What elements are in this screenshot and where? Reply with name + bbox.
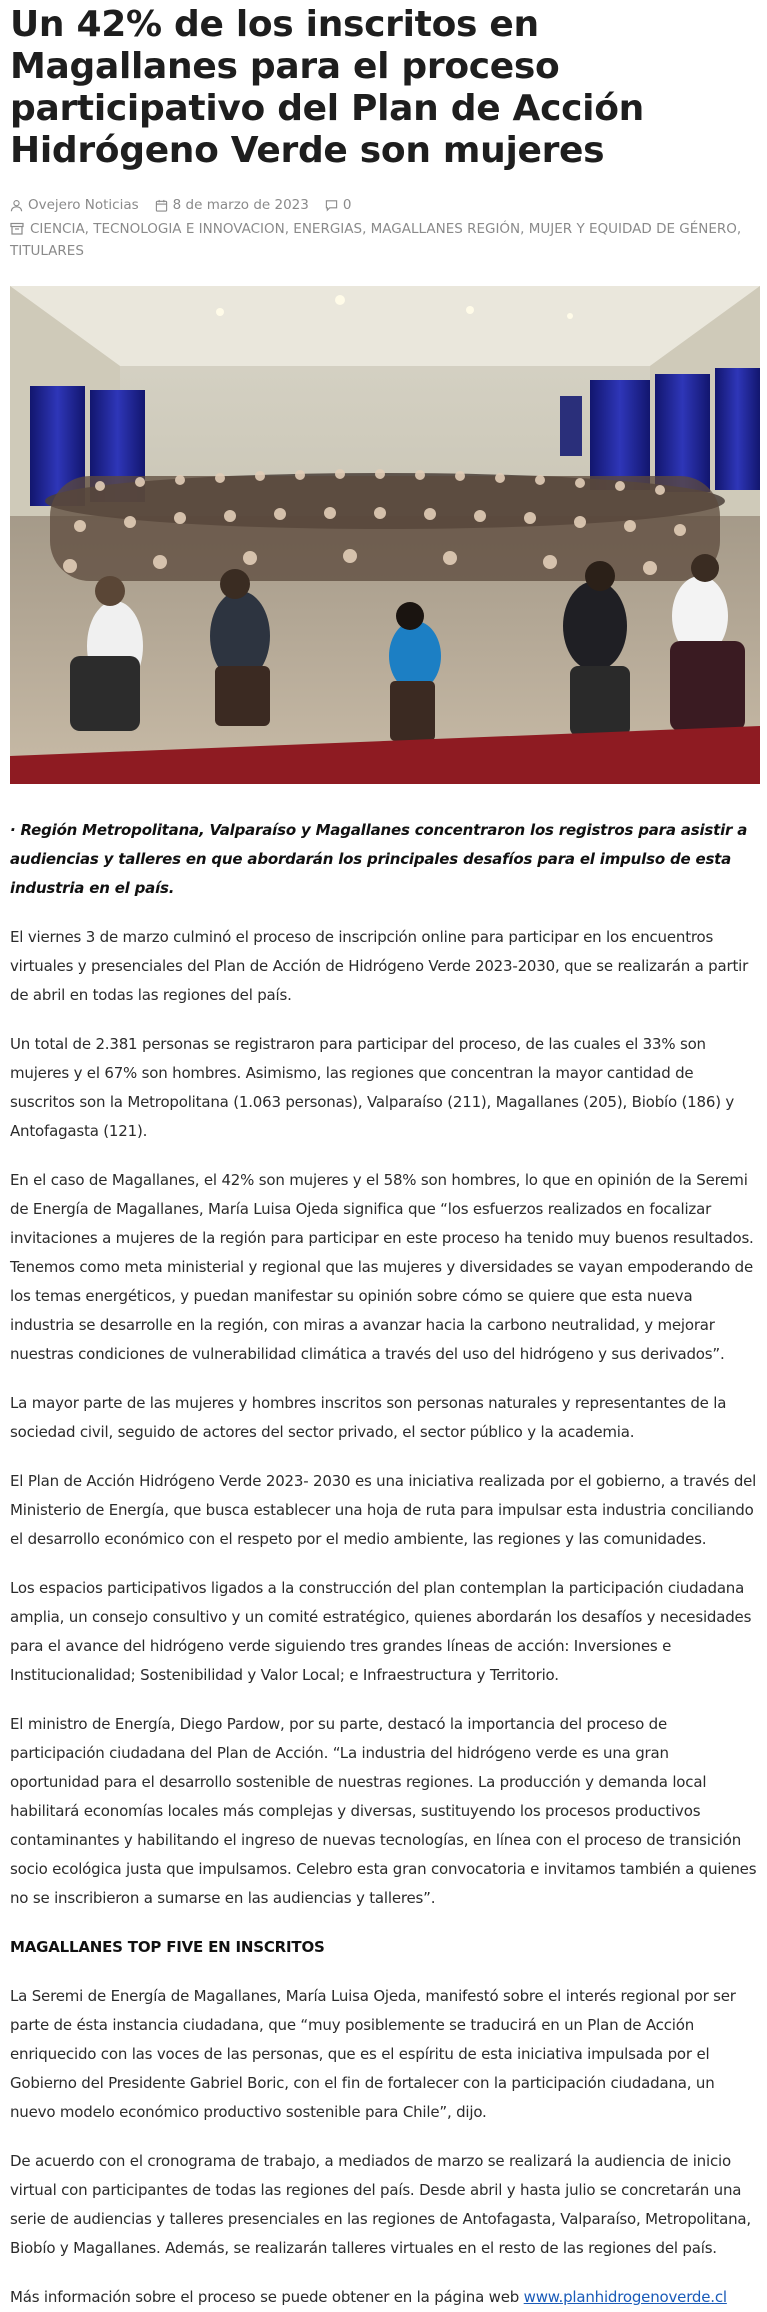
paragraph: El ministro de Energía, Diego Pardow, por su parte, destacó la importancia del proceso de participación ciudadana del Plan de Acción. “La industria del hidrógeno verde es una gran oportunidad para el desarrollo sostenible de nuestras regiones. La producción y demanda local habilitará economías locales más complejas y diversas, sustituyendo los procesos productivos contaminantes y habilitando el ingreso de nuevas tecnologías, en línea con el proceso de transición socio ecológica justa que impulsamos. Celebro esta gran convocatoria e invitamos también a quienes no se inscribieron a sumarse en las audiencias y talleres”. — [10, 1715, 757, 1907]
user-icon — [10, 199, 23, 212]
author-name[interactable]: Ovejero Noticias — [28, 197, 139, 213]
author-meta[interactable] — [10, 194, 139, 216]
categories — [10, 218, 757, 262]
comment-count[interactable]: 0 — [342, 197, 352, 213]
paragraph: En el caso de Magallanes, el 42% son mujeres y el 58% son hombres, lo que en opinión de la Seremi de Energía de Magallanes, María Luisa Ojeda significa que “los esfuerzos realizados en focalizar invitaciones a mujeres de la región para participar en este proceso ha tenido muy buenos resultados. Tenemos como meta ministerial y regional que las mujeres y diversidades se vayan empoderando de los temas energéticos, y puedan manifestar su opinión sobre cómo se quiere que esta nueva industria se desarrolle en la región, con miras a avanzar hacia la carbono neutralidad, y mejorar nuestras condiciones de vulnerabilidad climática a través del uso del hidrógeno y sus derivados”. — [10, 1171, 754, 1363]
article-lead: · Región Metropolitana, Valparaíso y Magallanes concentraron los registros para asistir a audiencias y talleres en que abordarán los principales desafíos para el impulso de esta industria en el país. — [10, 821, 748, 897]
comment-icon — [325, 199, 338, 212]
website-link[interactable]: www.planhidrogenoverde.cl — [523, 2288, 727, 2306]
paragraph: El Plan de Acción Hidrógeno Verde 2023- 2030 es una iniciativa realizada por el gobierno, a través del Ministerio de Energía, que busca establecer una hoja de ruta para impulsar esta industria conciliando el desarrollo económico con el respeto por el medio ambiente, las regiones y las comunidades. — [10, 1472, 757, 1548]
folder-icon — [10, 222, 24, 235]
article-title: Un 42% de los inscritos en Magallanes para el proceso participativo del Plan de Acción Hidrógeno Verde son mujeres — [10, 4, 644, 171]
post-date: 8 de marzo de 2023 — [172, 197, 309, 213]
paragraph: Los espacios participativos ligados a la construcción del plan contemplan la participación ciudadana amplia, un consejo consultivo y un comité estratégico, quienes abordarán los desafíos y necesidades para el avance del hidrógeno verde siguiendo tres grandes líneas de acción: Inversiones e Institucionalidad; Sostenibilidad y Valor Local; e Infraestructura y Territorio. — [10, 1579, 752, 1684]
section-heading: MAGALLANES TOP FIVE EN INSCRITOS — [10, 1938, 325, 1956]
paragraph: El viernes 3 de marzo culminó el proceso de inscripción online para participar en los encuentros virtuales y presenciales del Plan de Acción de Hidrógeno Verde 2023-2030, que se realizarán a partir de abril en todas las regiones del país. — [10, 928, 749, 1004]
article-body — [10, 923, 757, 2312]
hero-image — [10, 286, 760, 784]
comments-meta[interactable] — [325, 194, 352, 216]
paragraph: Un total de 2.381 personas se registraron para participar del proceso, de las cuales el 33% son mujeres y el 67% son hombres. Asimismo, las regiones que concentran la mayor cantidad de suscritos son la Metropolitana (1.063 personas), Valparaíso (211), Magallanes (205), Biobío (186) y Antofagasta (121). — [10, 1035, 735, 1140]
date-meta — [155, 194, 309, 216]
post-meta — [10, 194, 757, 262]
calendar-icon — [155, 199, 168, 212]
paragraph: La mayor parte de las mujeres y hombres inscritos son personas naturales y representantes de la sociedad civil, seguido de actores del sector privado, el sector público y la academia. — [10, 1394, 727, 1441]
more-info-text: Más información sobre el proceso se puede obtener en la página web — [10, 2288, 524, 2306]
category-links[interactable]: CIENCIA, TECNOLOGIA E INNOVACION, ENERGIAS, MAGALLANES REGIÓN, MUJER Y EQUIDAD DE GÉNERO, TITULARES — [10, 221, 742, 259]
paragraph: De acuerdo con el cronograma de trabajo, a mediados de marzo se realizará la audiencia de inicio virtual con participantes de todas las regiones del país. Desde abril y hasta julio se concretarán una serie de audiencias y talleres presenciales en las regiones de Antofagasta, Valparaíso, Metropolitana, Biobío y Magallanes. Además, se realizarán talleres virtuales en el resto de las regiones del país. — [10, 2152, 751, 2257]
more-info — [10, 2283, 757, 2312]
paragraph: La Seremi de Energía de Magallanes, María Luisa Ojeda, manifestó sobre el interés regional por ser parte de ésta instancia ciudadana, que “muy posiblemente se traducirá en un Plan de Acción enriquecido con las voces de las personas, que es el espíritu de esta iniciativa impulsada por el Gobierno del Presidente Gabriel Boric, con el fin de fortalecer con la participación ciudadana, un nuevo modelo económico productivo sostenible para Chile”, dijo. — [10, 1987, 736, 2121]
